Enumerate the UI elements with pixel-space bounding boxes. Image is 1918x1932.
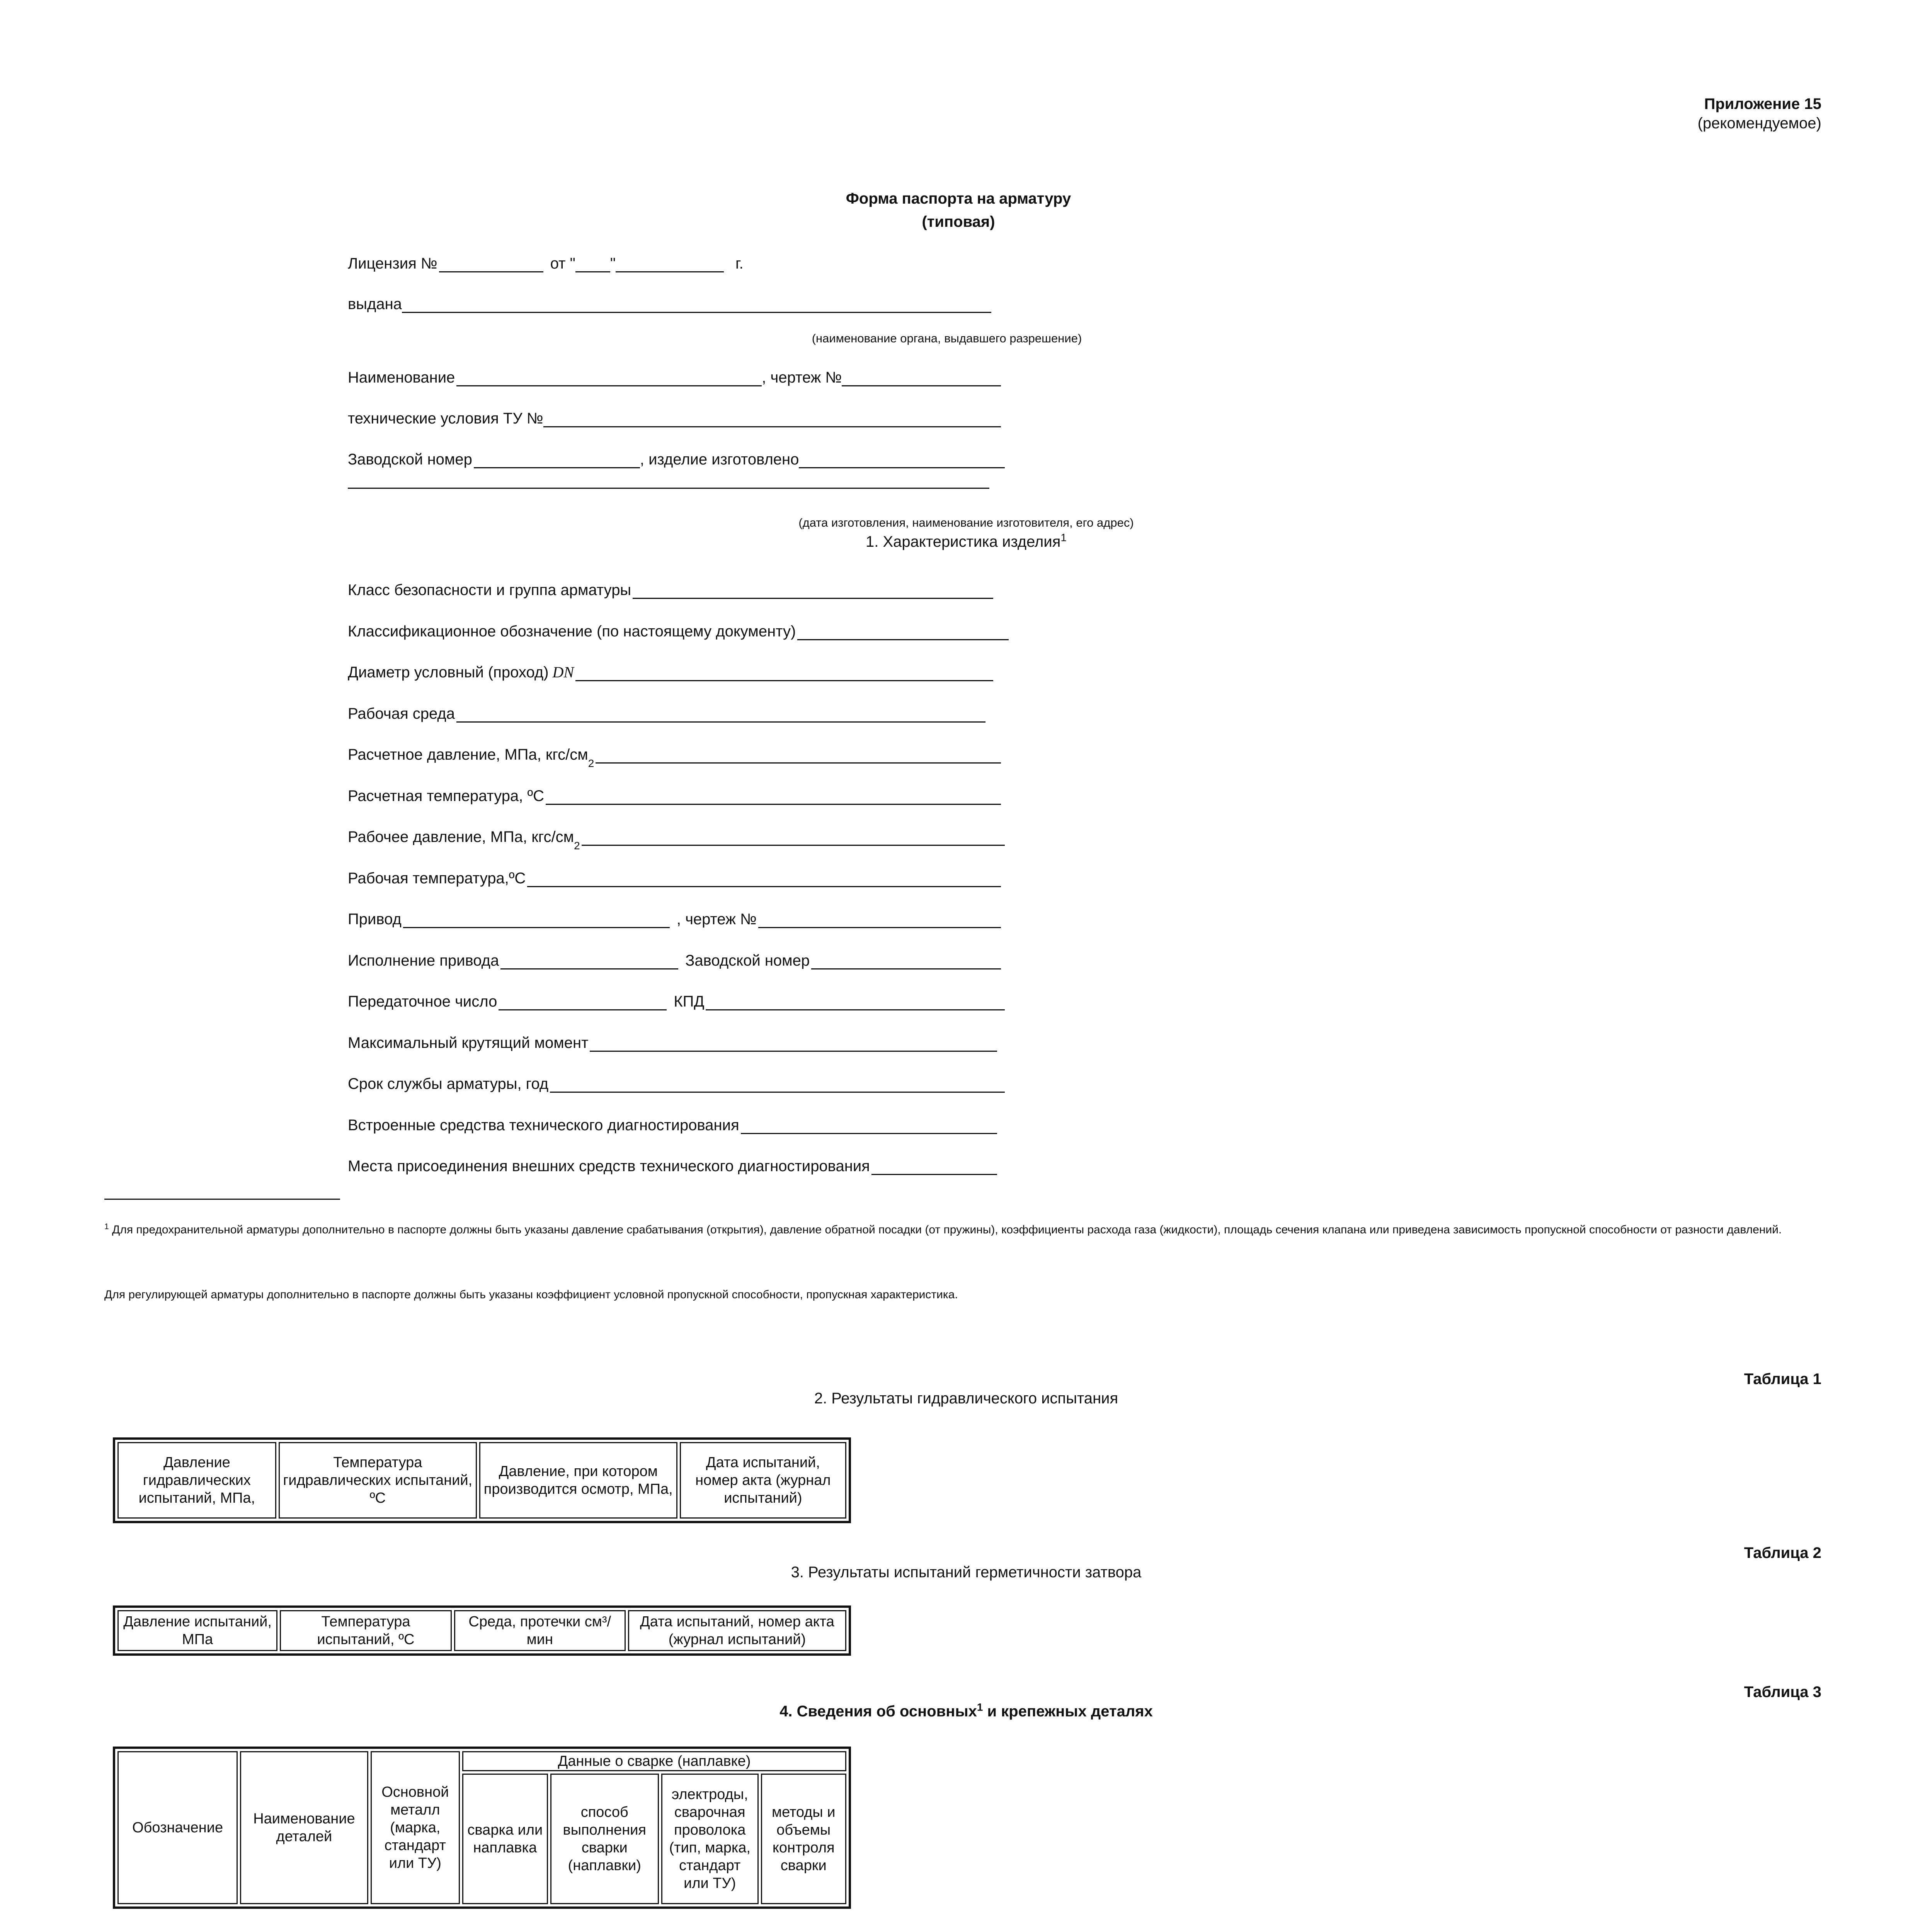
section1-title-footnote-ref: 1 bbox=[1060, 531, 1067, 544]
table3-header-weld-method: способ выполнения сварки (наплавки) bbox=[550, 1774, 659, 1904]
section1-row bbox=[348, 786, 1001, 805]
name-field[interactable] bbox=[456, 370, 762, 386]
name-row bbox=[348, 367, 1001, 386]
section1-row-field[interactable] bbox=[871, 1158, 997, 1175]
section1-row-mid-label: , чертеж № bbox=[676, 911, 757, 928]
form-subtitle: (типовая) bbox=[922, 213, 995, 230]
section1-row-field[interactable] bbox=[499, 994, 667, 1010]
section1-row-field[interactable] bbox=[403, 912, 670, 928]
section1-row-field[interactable] bbox=[741, 1117, 997, 1134]
section1-row-field[interactable] bbox=[633, 582, 993, 599]
table3-header-weld-type: сварка или наплавка bbox=[462, 1774, 548, 1904]
license-day-field[interactable] bbox=[575, 256, 610, 272]
section1-row: Расчетное давление, МПа, кгс/см 2 bbox=[348, 744, 1001, 764]
section1-row bbox=[348, 580, 993, 599]
section1-row-field[interactable] bbox=[596, 747, 1001, 764]
table3-title-text: 4. Сведения об основных bbox=[779, 1703, 977, 1720]
footnote-rule bbox=[104, 1199, 340, 1200]
section1-row-field[interactable] bbox=[546, 788, 1001, 805]
table1-label: Таблица 1 bbox=[1744, 1371, 1821, 1388]
section1-row bbox=[348, 703, 985, 723]
serial-label: Заводской номер bbox=[348, 451, 472, 468]
table2-label: Таблица 2 bbox=[1744, 1544, 1821, 1561]
section1-row: Рабочее давление, МПа, кгс/см 2 bbox=[348, 827, 1005, 846]
specs-field[interactable] bbox=[543, 411, 1001, 427]
section1-row-label: Передаточное число bbox=[348, 993, 497, 1010]
drawing-label: , чертеж № bbox=[762, 369, 842, 386]
table3-header-welding-group: Данные о сварке (наплавке) bbox=[462, 1751, 846, 1771]
section1-row-label: Диаметр условный (проход) bbox=[348, 664, 549, 681]
table1-header-inspection-pressure: Давление, при котором производится осмотр, МПа, bbox=[479, 1442, 677, 1519]
specs-row bbox=[348, 408, 1001, 427]
table3-title bbox=[580, 1702, 1353, 1721]
table3-header-electrodes: электроды, сварочная проволока (тип, марка, стандарт или ТУ) bbox=[661, 1774, 759, 1904]
section1-row-symbol: DN bbox=[552, 663, 574, 681]
specs-label: технические условия ТУ № bbox=[348, 410, 543, 427]
section1-row-field[interactable] bbox=[527, 871, 1001, 887]
footnote-1-text: Для предохранительной арматуры дополнительно в паспорте должны быть указаны давление срабатывания (открытия), давление обратной посадки (от пружины), коэффициенты расхода газа (жидкости), площадь сечения клапана или приведена зависимость пропускной способности от разности давлений. bbox=[112, 1223, 1782, 1236]
section1-row-field[interactable] bbox=[706, 994, 1005, 1010]
appendix-number: Приложение 15 bbox=[1704, 95, 1821, 112]
section1-row-label: Рабочее давление, МПа, кгс/см bbox=[348, 828, 574, 845]
issued-label: выдана bbox=[348, 296, 402, 313]
section1-row-field[interactable] bbox=[456, 706, 985, 723]
table1 bbox=[113, 1437, 851, 1523]
made-note: (дата изготовления, наименование изготовителя, его адрес) bbox=[798, 516, 1134, 529]
table3-label: Таблица 3 bbox=[1744, 1684, 1821, 1701]
section1-row-label: Расчетная температура, ºС bbox=[348, 787, 545, 804]
section1-row bbox=[348, 1073, 1005, 1093]
table2-header-pressure: Давление испытаний, МПа bbox=[117, 1610, 277, 1651]
table1-header-pressure: Давление гидравлических испытаний, МПа, bbox=[117, 1442, 276, 1519]
section1-row-label: Рабочая среда bbox=[348, 705, 455, 722]
section1-row-label: Срок службы арматуры, год bbox=[348, 1075, 549, 1092]
table3-title-end: и крепежных деталях bbox=[983, 1703, 1153, 1720]
section1-row bbox=[348, 1032, 997, 1052]
section1-row bbox=[348, 868, 1001, 887]
made-field[interactable] bbox=[799, 452, 1005, 468]
table2-title: 3. Результаты испытаний герметичности затвора bbox=[791, 1564, 1142, 1581]
section1-row-label: Классификационное обозначение (по настоящему документу) bbox=[348, 622, 796, 640]
license-from-label: от " bbox=[550, 255, 575, 272]
section1-row-label: Рабочая температура,ºС bbox=[348, 869, 526, 887]
section1-row-label: Места присоединения внешних средств технического диагностирования bbox=[348, 1158, 870, 1175]
section1-row-label: Встроенные средства технического диагностирования bbox=[348, 1116, 739, 1134]
section1-row-field[interactable] bbox=[811, 953, 1001, 969]
section1-row bbox=[348, 1156, 997, 1175]
issued-row bbox=[348, 294, 991, 313]
license-year-label: г. bbox=[735, 255, 744, 272]
section1-row-label: Максимальный крутящий момент bbox=[348, 1034, 589, 1051]
made-label: , изделие изготовлено bbox=[640, 451, 799, 468]
table3-header-designation: Обозначение bbox=[117, 1751, 238, 1904]
drawing-field[interactable] bbox=[842, 370, 1001, 386]
table3-title-footnote-ref: 1 bbox=[977, 1701, 983, 1713]
table3 bbox=[113, 1747, 851, 1909]
section1-row-label: Расчетное давление, МПа, кгс/см bbox=[348, 746, 588, 763]
serial-field[interactable] bbox=[474, 452, 640, 468]
section1-row-field[interactable] bbox=[582, 829, 1005, 846]
name-label: Наименование bbox=[348, 369, 455, 386]
table2-header-leakage: Среда, протечки см³/мин bbox=[454, 1610, 626, 1651]
license-row bbox=[348, 253, 750, 272]
section1-row-field[interactable] bbox=[550, 1076, 1005, 1093]
section1-row-label: Привод bbox=[348, 911, 402, 928]
section1-row bbox=[348, 909, 1001, 928]
section1-row-field[interactable] bbox=[575, 665, 993, 681]
section1-row bbox=[348, 950, 1001, 969]
serial-row bbox=[348, 449, 1005, 468]
footnote-2: Для регулирующей арматуры дополнительно в паспорте должны быть указаны коэффициент условной пропускной способности, пропускная характеристика. bbox=[104, 1288, 958, 1301]
license-quote: " bbox=[610, 255, 616, 272]
license-month-field[interactable] bbox=[616, 256, 724, 272]
table2-header-date: Дата испытаний, номер акта (журнал испытаний) bbox=[628, 1610, 846, 1651]
table3-header-metal: Основной металл (марка, стандарт или ТУ) bbox=[371, 1751, 460, 1904]
license-number-field[interactable] bbox=[439, 256, 543, 272]
section1-row-field[interactable] bbox=[590, 1035, 997, 1052]
section1-row bbox=[348, 1115, 997, 1134]
footnote-1-marker: 1 bbox=[104, 1222, 109, 1231]
table2 bbox=[113, 1605, 851, 1656]
table2-header-temperature: Температура испытаний, ºС bbox=[280, 1610, 451, 1651]
section1-row bbox=[348, 621, 1009, 640]
section1-row bbox=[348, 662, 993, 681]
section1-row-field[interactable] bbox=[758, 912, 1001, 928]
section1-row-label: Класс безопасности и группа арматуры bbox=[348, 582, 631, 599]
section1-row-field[interactable] bbox=[500, 953, 678, 969]
made-continuation-field[interactable] bbox=[348, 488, 989, 489]
table3-header-name: Наименование деталей bbox=[240, 1751, 368, 1904]
license-label: Лицензия № bbox=[348, 255, 437, 272]
section1-row-label: Исполнение привода bbox=[348, 952, 499, 969]
footnote-1 bbox=[104, 1216, 1820, 1243]
table3-header-inspection: методы и объемы контроля сварки bbox=[761, 1774, 847, 1904]
table1-title: 2. Результаты гидравлического испытания bbox=[814, 1390, 1118, 1407]
appendix-status: (рекомендуемое) bbox=[1697, 115, 1821, 132]
form-title: Форма паспорта на арматуру bbox=[846, 190, 1071, 207]
section1-title bbox=[773, 532, 1159, 551]
section1-row-mid-label: КПД bbox=[674, 993, 705, 1010]
table1-header-date: Дата испытаний, номер акта (журнал испытаний) bbox=[680, 1442, 846, 1519]
section1-title-text: 1. Характеристика изделия bbox=[866, 533, 1061, 550]
section1-row-mid-label: Заводской номер bbox=[685, 952, 810, 969]
section1-row bbox=[348, 991, 1005, 1010]
table1-header-temperature: Температура гидравлических испытаний, ºС bbox=[279, 1442, 477, 1519]
issued-field[interactable] bbox=[402, 296, 991, 313]
section1-row-field[interactable] bbox=[797, 624, 1009, 640]
issuer-note: (наименование органа, выдавшего разрешение) bbox=[812, 332, 1082, 345]
